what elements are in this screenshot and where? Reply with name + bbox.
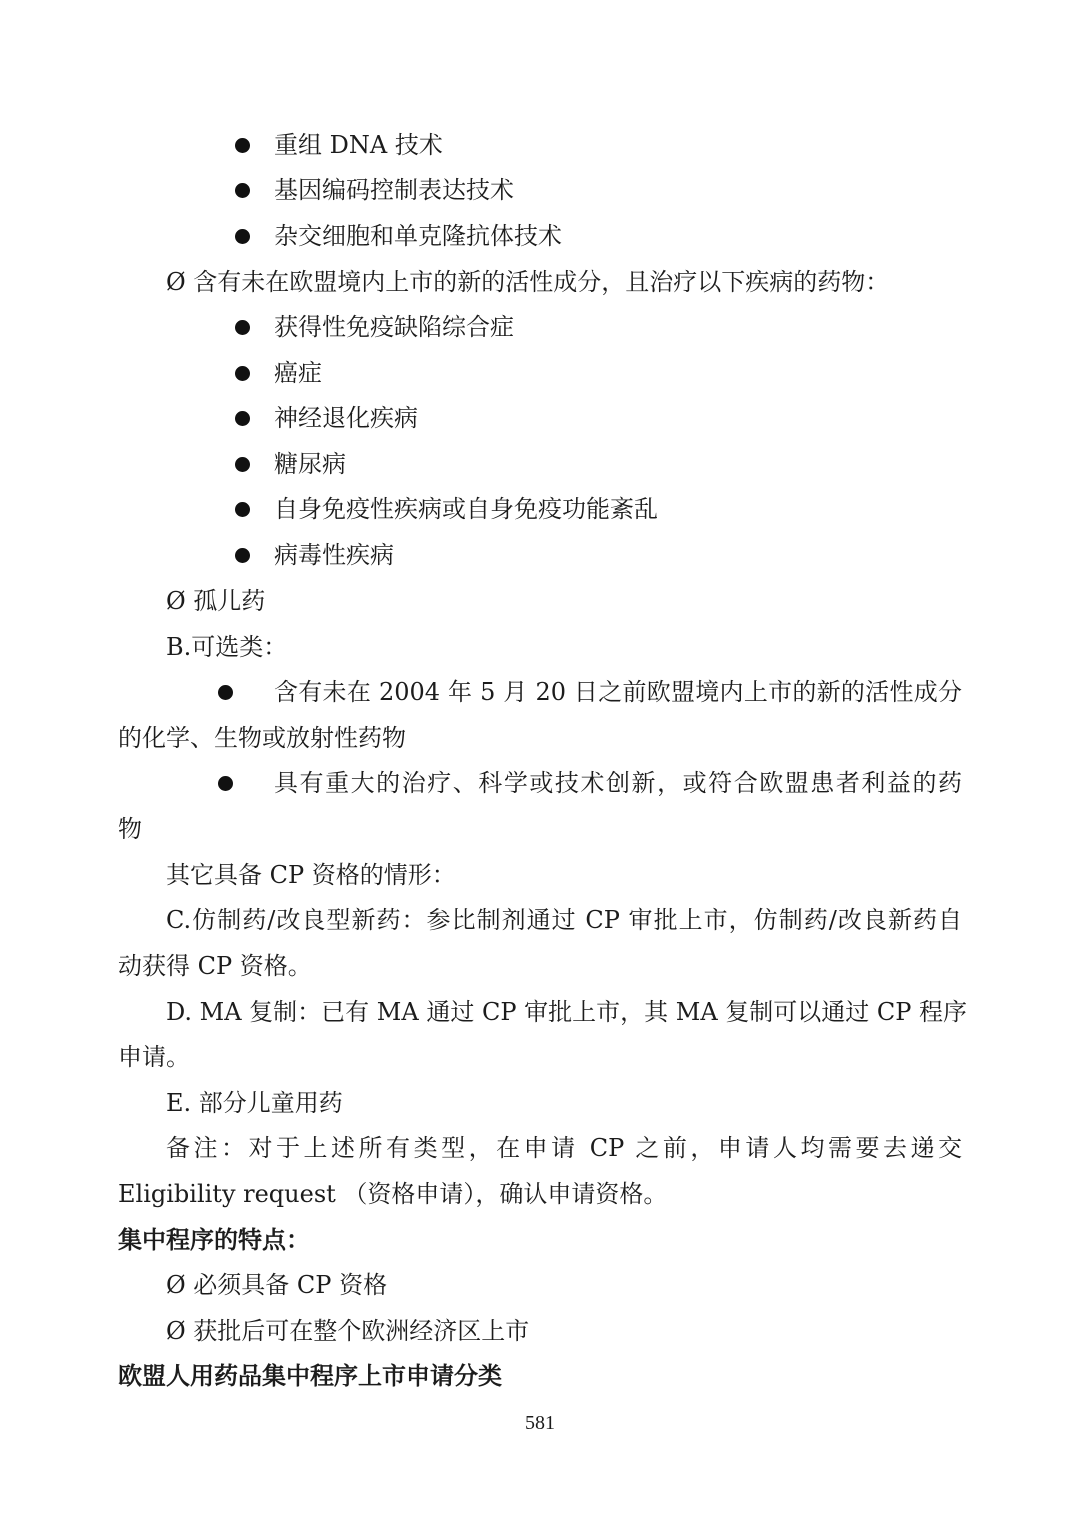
- bullet-icon: [235, 548, 250, 563]
- page-number: 581: [525, 1412, 555, 1434]
- bullet-icon: [235, 411, 250, 426]
- disease-item: 糖尿病: [274, 450, 346, 478]
- optional-item-2-line-1: 具有重大的治疗、科学或技术创新，或符合欧盟患者利益的药: [274, 769, 962, 797]
- orphan-drug-item: Ø 孤儿药: [166, 587, 266, 615]
- disease-item: 自身免疫性疾病或自身免疫功能紊乱: [274, 495, 658, 523]
- tech-item: 基因编码控制表达技术: [274, 176, 514, 204]
- disease-item: 获得性免疫缺陷综合症: [274, 313, 514, 341]
- optional-item-1-line-1: 含有未在 2004 年 5 月 20 日之前欧盟境内上市的新的活性成分: [274, 678, 962, 706]
- bullet-icon: [235, 183, 250, 198]
- optional-heading: B.可选类：: [166, 633, 288, 661]
- bullet-icon: [218, 685, 233, 700]
- active-substance-heading: Ø 含有未在欧盟境内上市的新的活性成分，且治疗以下疾病的药物：: [166, 268, 890, 296]
- disease-item: 癌症: [274, 359, 322, 387]
- optional-item-1-line-2: 的化学、生物或放射性药物: [118, 724, 406, 752]
- disease-item: 神经退化疾病: [274, 404, 418, 432]
- tech-item: 重组 DNA 技术: [274, 131, 443, 159]
- bullet-icon: [235, 229, 250, 244]
- optional-item-2-line-2: 物: [118, 815, 142, 843]
- other-cp-heading: 其它具备 CP 资格的情形：: [166, 861, 456, 889]
- feature-item: Ø 必须具备 CP 资格: [166, 1271, 388, 1299]
- item-d-line-2: 申请。: [118, 1043, 190, 1071]
- bullet-icon: [235, 366, 250, 381]
- bullet-icon: [235, 457, 250, 472]
- bullet-icon: [235, 138, 250, 153]
- features-heading: 集中程序的特点：: [118, 1226, 310, 1254]
- note-line-1: 备注：对于上述所有类型，在申请 CP 之前，申请人均需要去递交: [166, 1134, 962, 1162]
- item-c-line-1: C.仿制药/改良型新药：参比制剂通过 CP 审批上市，仿制药/改良新药自: [166, 906, 962, 934]
- bullet-icon: [235, 320, 250, 335]
- item-c-line-2: 动获得 CP 资格。: [118, 952, 312, 980]
- classification-heading: 欧盟人用药品集中程序上市申请分类: [118, 1362, 502, 1390]
- item-e: E. 部分儿童用药: [166, 1089, 343, 1117]
- tech-item: 杂交细胞和单克隆抗体技术: [274, 222, 562, 250]
- feature-item: Ø 获批后可在整个欧洲经济区上市: [166, 1317, 530, 1345]
- note-line-2: Eligibility request （资格申请），确认申请资格。: [118, 1180, 668, 1208]
- disease-item: 病毒性疾病: [274, 541, 394, 569]
- item-d-line-1: D. MA 复制：已有 MA 通过 CP 审批上市，其 MA 复制可以通过 CP 程序: [166, 998, 968, 1026]
- bullet-icon: [235, 502, 250, 517]
- bullet-icon: [218, 776, 233, 791]
